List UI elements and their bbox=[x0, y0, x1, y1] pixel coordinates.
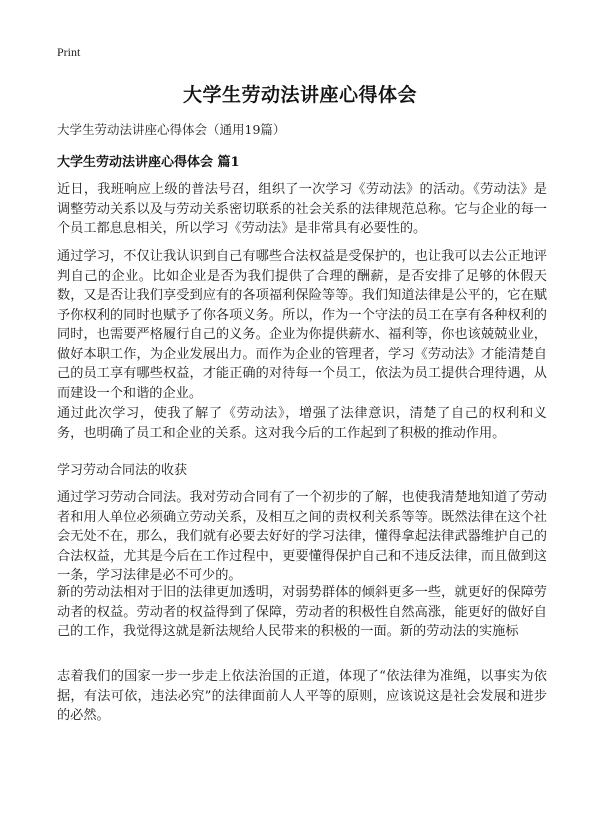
paragraph-5: 新的劳动法相对于旧的法律更加透明，对弱势群体的倾斜更多一些，就更好的保障劳动者的权益。劳动者的权益得到了保障，劳动者的积极性自然高涨，能更好的做好自己的工作，我觉得这就是新法规给人民带来的积极的一面。新的劳动法的实施标 bbox=[57, 585, 547, 639]
print-link[interactable]: Print bbox=[57, 45, 81, 59]
page-title: 大学生劳动法讲座心得体会 bbox=[182, 84, 417, 106]
paragraph-3: 通过此次学习，使我了解了《劳动法》，增强了法律意识，清楚了自己的权利和义务，也明确了员工和企业的关系。这对我今后的工作起到了积极的推动作用。 bbox=[57, 406, 547, 441]
paragraph-1: 近日，我班响应上级的普法号召，组织了一次学习《劳动法》的活动。《劳动法》是调整劳动关系以及与劳动关系密切联系的社会关系的法律规范总称。它与企业的每一个员工都息息相关，所以学习《劳动法》是非常具有必要性的。 bbox=[57, 182, 547, 236]
section-heading-2: 学习劳动合同法的收获 bbox=[57, 463, 188, 478]
paragraph-2: 通过学习，不仅让我认识到自己有哪些合法权益是受保护的，也让我可以去公正地评判自己的企业。比如企业是否为我们提供了合理的酬薪，是否安排了足够的休假天数，又是否让我们享受到应有的各项福利保险等等。我们知道法律是公平的，它在赋予你权利的同时也赋予了你各项义务。所以，作为一个守法的员工在享有各种权利的同时，也需要严格履行自己的义务。企业为你提供薪水、福利等，你也该兢兢业业，做好本职工作，为企业发展出力。而作为企业的管理者，学习《劳动法》才能清楚自己的员工享有哪些权益，才能正确的对待每一个员工，依法为员工提供合理待遇，从而建设一个和谐的企业。 bbox=[57, 249, 547, 401]
section-heading-1: 大学生劳动法讲座心得体会 篇1 bbox=[57, 155, 240, 170]
paragraph-4: 通过学习劳动合同法。我对劳动合同有了一个初步的了解，也使我清楚地知道了劳动者和用人单位必须确立劳动关系，及相互之间的责权利关系等等。既然法律在这个社会无处不在，那么，我们就有必要去好好的学习法律，懂得拿起法律武器维护自己的合法权益，尤其是今后在工作过程中，更要懂得保护自己和不违反法律，而且做到这一条，学习法律是必不可少的。 bbox=[57, 490, 547, 583]
paragraph-6: 志着我们的国家一步一步走上依法治国的正道，体现了“依法律为准绳，以事实为依据，有法可依，违法必究”的法律面前人人平等的原则，应该说这是社会发展和进步的必然。 bbox=[57, 669, 547, 723]
document-subtitle: 大学生劳动法讲座心得体会（通用19篇） bbox=[57, 122, 286, 137]
